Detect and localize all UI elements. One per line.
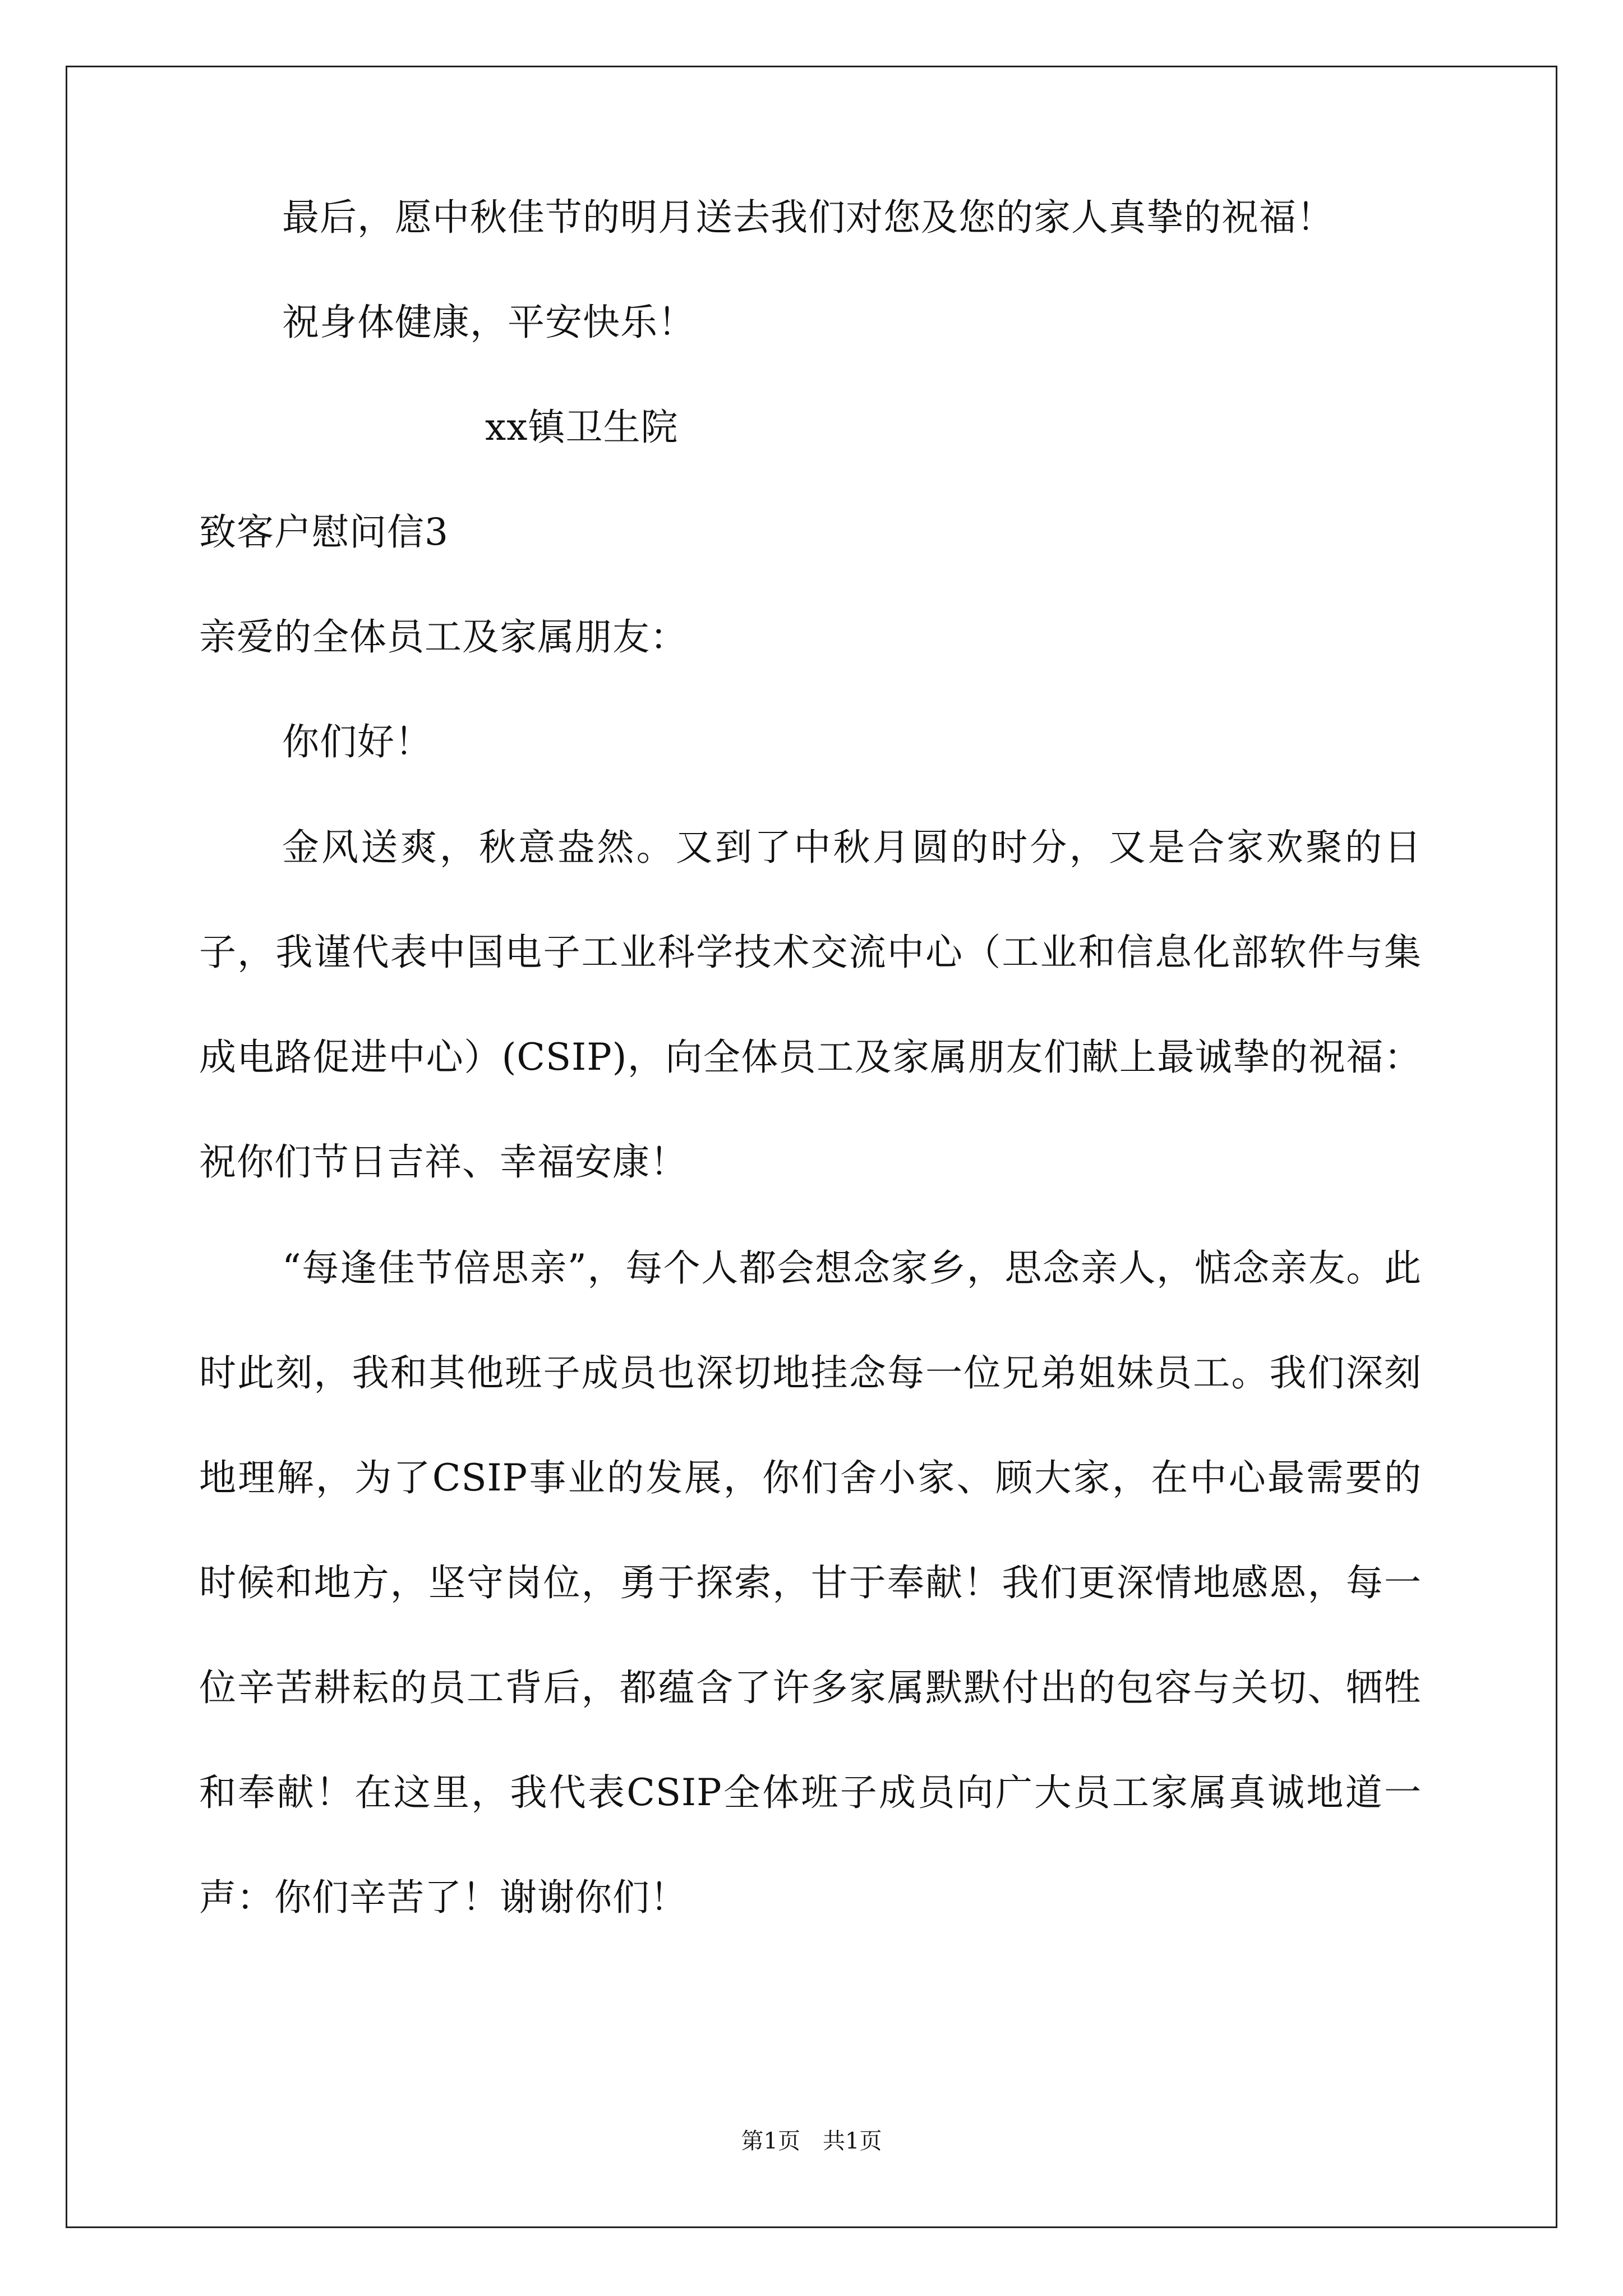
health-wish: 祝身体健康，平安快乐！ — [282, 301, 695, 344]
signature: xx镇卫生院 — [485, 406, 679, 449]
paragraph-2: “每逢佳节倍思亲”，每个人都会想念家乡，思念亲人，惦念亲友。此时此刻，我和其他班子成员也深切地挂念每一位兄弟姐妹员工。我们深刻地理解，为了CSIP事业的发展，你们舍小家、顾大家，在中心最需要的时候和地方，坚守岗位，勇于探索，甘于奉献！我们更深情地感恩，每一位辛苦耕耘的员工背后，都蕴含了许多家属默默付出的包容与关切、牺牲和奉献！在这里，我代表CSIP全体班子成员向广大员工家属真诚地道一声：你们辛苦了！谢谢你们！ — [199, 1246, 1422, 1919]
page-footer: 第1页 共1页 — [741, 2128, 882, 2154]
salutation: 亲爱的全体员工及家属朋友： — [199, 615, 688, 659]
greeting: 你们好！ — [282, 720, 432, 763]
closing-wish: 最后，愿中秋佳节的明月送去我们对您及您的家人真挚的祝福！ — [282, 196, 1334, 239]
paragraph-1: 金风送爽，秋意盎然。又到了中秋月圆的时分，又是合家欢聚的日子，我谨代表中国电子工业科学技术交流中心（工业和信息化部软件与集成电路促进中心）(CSIP)，向全体员工及家属朋友们献上最诚挚的祝福：祝你们节日吉祥、幸福安康！ — [199, 826, 1422, 1184]
letter-body — [199, 196, 1422, 1985]
letter-title: 致客户慰问信3 — [199, 510, 449, 554]
